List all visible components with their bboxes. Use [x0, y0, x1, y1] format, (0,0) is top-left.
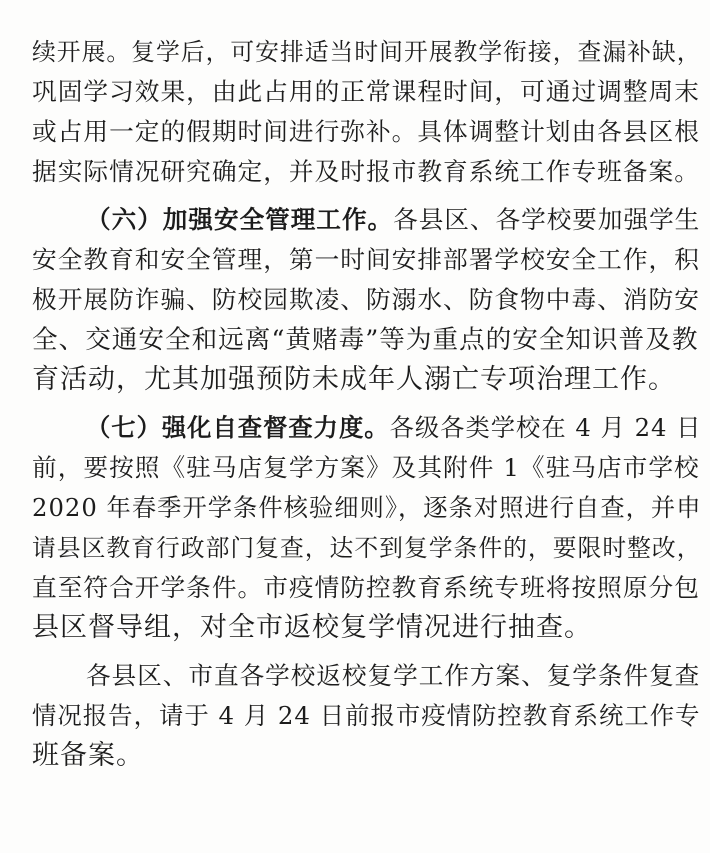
text-line-3: 或占用一定的假期时间进行弥补。具体调整计划由各县区根 [32, 117, 700, 146]
text-line-11: 前，要按照《驻马店复学方案》及其附件 1《驻马店市学校 [32, 453, 700, 482]
text-line-14: 直至符合开学条件。市疫情防控教育系统专班将按照原分包 [32, 573, 700, 602]
text-line-6: 安全教育和安全管理，第一时间安排部署学校安全工作，积 [32, 245, 700, 274]
text-line-2: 巩固学习效果，由此占用的正常课程时间，可通过调整周末 [32, 77, 700, 106]
text-line-17: 情况报告，请于 4 月 24 日前报市疫情防控教育系统工作专 [32, 701, 701, 730]
section-7-heading: （七）强化自查督查力度。 [86, 413, 390, 442]
section-7-lead-text: 各级各类学校在 4 月 24 日 [389, 413, 702, 442]
text-line-15: 县区督导组，对全市返校复学情况进行抽查。 [32, 612, 592, 643]
text-line-16: 各县区、市直各学校返校复学工作方案、复学条件复查 [86, 661, 701, 690]
text-line-7: 极开展防诈骗、防校园欺凌、防溺水、防食物中毒、消防安 [32, 285, 700, 314]
text-line-8: 全、交通安全和远离“黄赌毒”等为重点的安全知识普及教 [32, 325, 699, 355]
section-7-line-1 [86, 410, 702, 446]
section-6-lead-text: 各县区、各学校要加强学生 [393, 205, 701, 234]
text-line-18: 班备案。 [32, 740, 144, 771]
text-line-13: 请县区教育行政部门复查，达不到复学条件的，要限时整改， [32, 534, 702, 562]
text-line-12: 2020 年春季开学条件核验细则》，逐条对照进行自查，并申 [32, 493, 702, 522]
text-line-9: 育活动，尤其加强预防未成年人溺亡专项治理工作。 [32, 364, 676, 395]
section-6-line-1 [86, 202, 700, 238]
section-6-heading: （六）加强安全管理工作。 [86, 205, 394, 234]
text-line-4: 据实际情况研究确定，并及时报市教育系统工作专班备案。 [32, 157, 700, 186]
text-line-1: 续开展。复学后，可安排适当时间开展教学衔接，查漏补缺， [32, 38, 702, 66]
